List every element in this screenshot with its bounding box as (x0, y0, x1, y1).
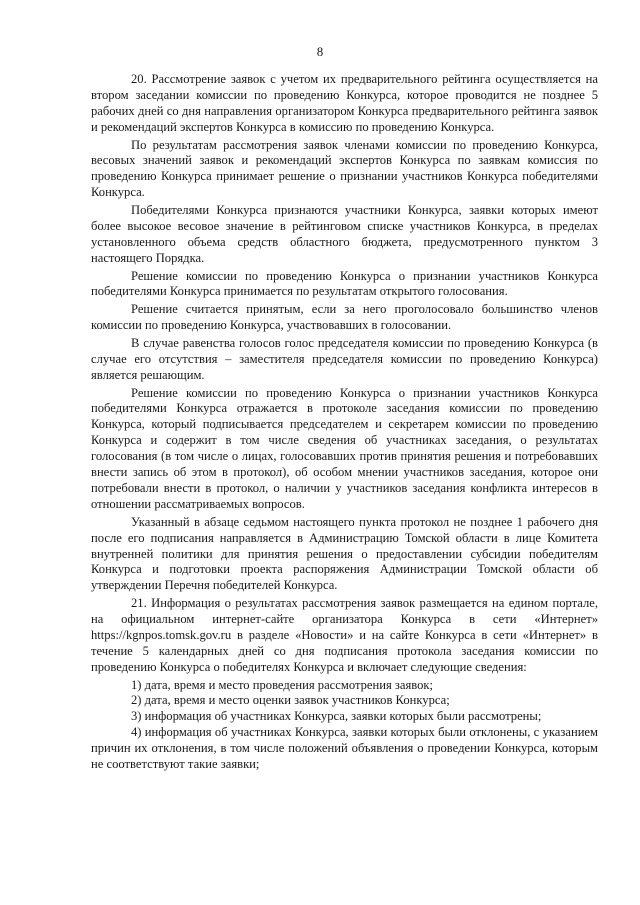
paragraph: Решение комиссии по проведению Конкурса о признании участников Конкурса победителями Конкурса отражается в протоколе заседания комиссии по проведению Конкурса, который подписывается председателем и секретарем комиссии по проведению Конкурса и содержит в том числе сведения об участниках заседания, о результатах голосования (в том числе о лицах, голосовавших против принятия решения и потребовавших внести запись об этом в протокол), об особом мнении участников заседания, которое они потребовали внести в протокол, о наличии у участников заседания конфликта интересов в отношении рассматриваемых вопросов. (91, 385, 598, 511)
paragraph: Победителями Конкурса признаются участники Конкурса, заявки которых имеют более высокое весовое значение в рейтинговом списке участников Конкурса, в пределах установленного объема средств областного бюджета, предусмотренного пунктом 3 настоящего Порядка. (91, 203, 598, 265)
paragraph-20: 20. Рассмотрение заявок с учетом их предварительного рейтинга осуществляется на втором заседании комиссии по проведению Конкурса, которое проводится не позднее 5 рабочих дней со дня направления организатором Конкурса предварительного рейтинга заявок и рекомендаций экспертов Конкурса в комиссию по проведению Конкурса. (91, 72, 598, 134)
list-item: 1) дата, время и место проведения рассмотрения заявок; (131, 677, 434, 692)
list-item: 2) дата, время и место оценки заявок участников Конкурса; (131, 693, 450, 708)
paragraph: В случае равенства голосов голос председателя комиссии по проведению Конкурса (в случае его отсутствия – заместителя председателя комиссии по проведению Конкурса) является решающим. (91, 335, 598, 382)
document-body (91, 72, 598, 773)
paragraph: По результатам рассмотрения заявок членами комиссии по проведению Конкурса, весовых значений заявок и рекомендаций экспертов Конкурса по заявкам комиссия по проведению Конкурса принимает решение о признании участников Конкурса победителями Конкурса. (91, 137, 598, 200)
list-item: 3) информация об участниках Конкурса, заявки которых были рассмотрены; (131, 709, 542, 724)
paragraph: Решение комиссии по проведению Конкурса о признании участников Конкурса победителями Конкурса принимается по результатам открытого голосования. (91, 268, 598, 299)
list-item: 4) информация об участниках Конкурса, заявки которых были отклонены, с указанием причин их отклонения, в том числе положений объявления о проведении Конкурса, которым не соответствуют такие заявки; (91, 725, 598, 772)
paragraph: Решение считается принятым, если за него проголосовало большинство членов комиссии по проведению Конкурса, участвовавших в голосовании. (91, 302, 598, 333)
paragraph: Указанный в абзаце седьмом настоящего пункта протокол не позднее 1 рабочего дня после его подписания направляется в Администрацию Томской области в лице Комитета внутренней политики для принятия решения о предоставлении субсидии победителям Конкурса и подготовки проекта распоряжения Администрации Томской области об утверждении Перечня победителей Конкурса. (91, 514, 598, 593)
paragraph-21: 21. Информация о результатах рассмотрения заявок размещается на едином портале, на официальном интернет-сайте организатора Конкурса в сети «Интернет» https://kgnpos.tomsk.gov.ru в разделе «Новости» и на сайте Конкурса в сети «Интернет» в течение 5 календарных дней со дня подписания протокола заседания комиссии по проведению Конкурса о победителях Конкурса и включает следующие сведения: (91, 596, 598, 674)
page-number: 8 (316, 44, 324, 59)
